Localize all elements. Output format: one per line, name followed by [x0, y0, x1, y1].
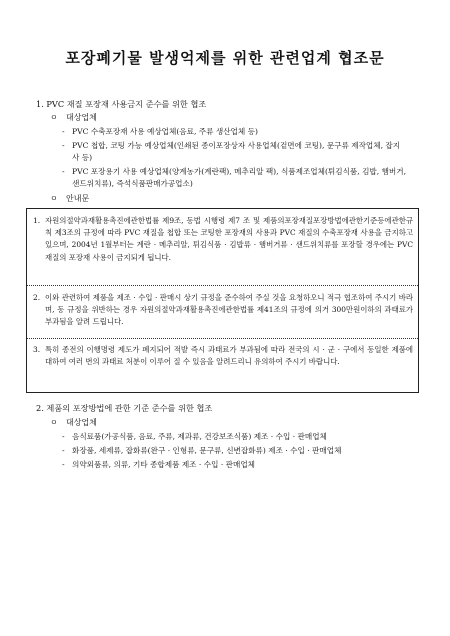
- section1-item-text: PVC 수축포장재 사용 예상업체(음료, 주류 생산업체 등): [72, 127, 258, 136]
- section2-item-text: 화장품, 세제류, 잡화류(완구 · 인형류, 문구류, 신변잡화류) 제조 · 수입 · 판매업체: [72, 446, 342, 455]
- section1-target-label: 대상업체: [66, 113, 97, 122]
- bullet-icon: ㅇ: [50, 418, 58, 427]
- dash-icon: -: [62, 167, 65, 176]
- dash-icon: -: [62, 446, 65, 455]
- notice-number: 3.: [33, 345, 41, 354]
- notice-number: 2.: [33, 293, 41, 302]
- section2-item-text: 음식료품(가공식품, 음료, 주류, 제과류, 건강보조식품) 제조 · 수입 · 판매업체: [72, 432, 327, 441]
- section2-item-text: 의약외품류, 의류, 기타 종합제품 제조 · 수입 · 판매업체: [72, 460, 256, 469]
- bullet-icon: ㅇ: [50, 113, 58, 122]
- section2-heading: 2. 제품의 포장방법에 관한 기준 준수를 위한 협조: [36, 403, 213, 413]
- notice-divider: [27, 285, 418, 286]
- dash-icon: -: [62, 141, 65, 150]
- section1-target: [50, 112, 97, 123]
- dash-icon: -: [62, 432, 65, 441]
- bullet-icon: ㅇ: [50, 194, 58, 203]
- dash-icon: -: [62, 460, 65, 469]
- notice-divider: [27, 338, 418, 339]
- notice-number: 1.: [33, 216, 41, 225]
- notice-text: 이와 관련하여 제품을 제조 · 수입 · 판매시 상기 규정을 준수하여 주실 것을 요청하오니 적극 협조하여 주시기 바라며, 동 규정을 위반하는 경우 자원의절약과재활용촉진에관한법률 제41조의 규정에 의거 300만원이하의 과태료가 부과됨을 알려 드립니다.: [45, 293, 413, 327]
- notice-text: 자원의절약과재활용촉진에관한법률 제9조, 동법 시행령 제7 조 및 제품의포장재질포장방법에관한기준등에관한규칙 제3조의 규정에 따라 PVC 재질을 첩합 또는 코팅한 포장재의 사용과 PVC 재질의 수축포장재 사용을 금지하고 있으며, 2004년 1월부터는 계란 · 메추리알, 튀김식품 · 김밥류 · 햄버거류 · 샌드위치류를 포장할 경우에는 PVC 재질의 포장재 사용이 금지되게 됩니다.: [45, 216, 413, 262]
- section2-target-label: 대상업체: [66, 418, 97, 427]
- section1-heading: 1. PVC 재질 포장재 사용금지 준수를 위한 협조: [36, 99, 207, 109]
- section1-item-text: PVC 포장용기 사용 예상업체(양계농가(계란팩), 메추리알 팩), 식품제조업체(튀김식품, 김밥, 햄버거, 샌드위치류), 즉석식품판매가공업소): [72, 167, 407, 188]
- section2-target: [50, 417, 97, 428]
- dash-icon: -: [62, 127, 65, 136]
- section1-item-text: PVC 첩합, 코팅 가능 예상업체(인쇄된 종이포장상자 사용업체(겉면에 코팅), 문구류 제작업체, 잡지사 등): [72, 141, 401, 162]
- notice-text: 특히 종전의 이행명령 제도가 폐지되어 적발 즉시 과태료가 부과됨에 따라 전국의 시 · 군 · 구에서 동일한 제품에 대하여 여러 번의 과태료 처분이 이루어 질 수 있음을 알려드리니 유의하여 주시기 바랍니다.: [45, 345, 413, 367]
- section1-notice-label: 안내문: [66, 194, 90, 203]
- document-title: 포장폐기물 발생억제를 위한 관련업계 협조문: [65, 49, 385, 67]
- notice-box: [26, 208, 419, 393]
- section1-notice-label-row: [50, 193, 89, 204]
